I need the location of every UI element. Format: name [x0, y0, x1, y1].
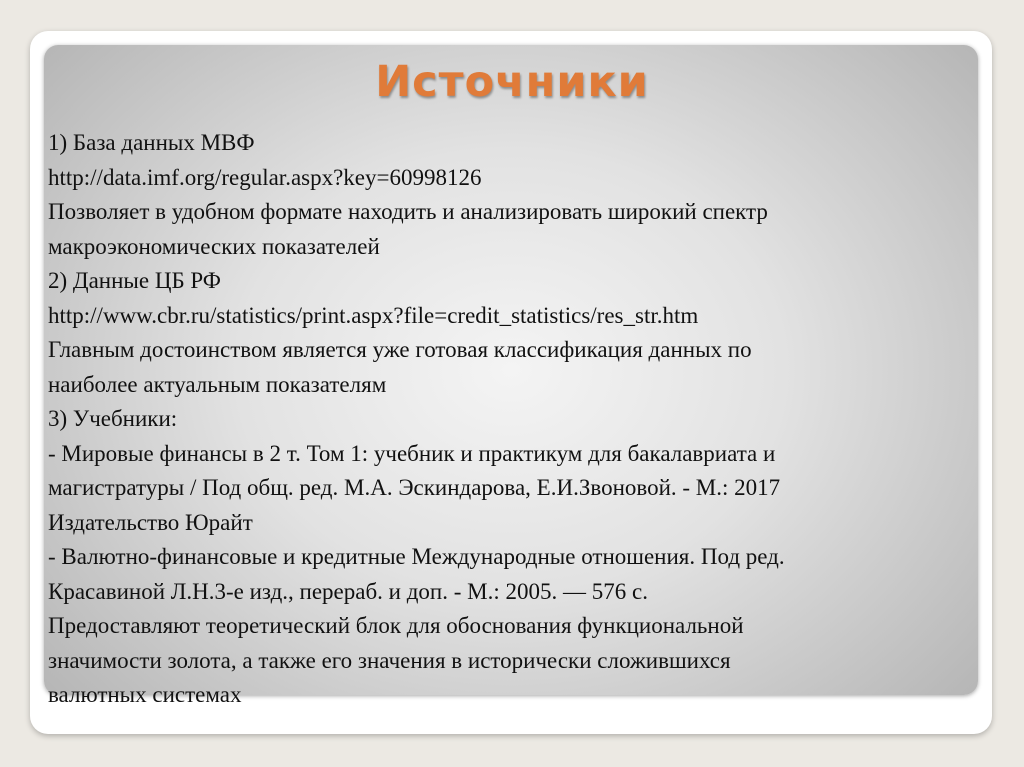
textbooks-description-line-2: значимости золота, а также его значения в исторически сложившихся [48, 647, 731, 673]
textbooks-description-line-3: валютных системах [48, 682, 242, 707]
source-2-url: http://www.cbr.ru/statistics/print.aspx?file=credit_statistics/res_str.htm [48, 302, 699, 328]
source-1-description-line-2: макроэкономических показателей [48, 233, 380, 259]
slide-body [48, 126, 988, 713]
source-2-description-line-2: наиболее актуальным показателям [48, 371, 387, 397]
source-2-description-line-1: Главным достоинством является уже готовая классификация данных по [48, 337, 752, 362]
slide-title: Источники [375, 57, 649, 107]
source-2-heading: 2) Данные ЦБ РФ [48, 268, 221, 293]
textbook-1-line-1: - Мировые финансы в 2 т. Том 1: учебник и практикум для бакалавриата и [48, 440, 776, 466]
source-1-description-line-1: Позволяет в удобном формате находить и анализировать широкий спектр [48, 199, 768, 224]
source-1-url: http://data.imf.org/regular.aspx?key=60998126 [48, 164, 482, 190]
source-3-heading: 3) Учебники: [48, 406, 178, 431]
textbook-2-line-2: Красавиной Л.Н.3-е изд., перераб. и доп. - М.: 2005. — 576 с. [48, 578, 648, 604]
textbook-1-line-2: магистратуры / Под общ. ред. М.А. Эскиндарова, Е.И.Звоновой. - М.: 2017 [48, 475, 781, 500]
textbook-2-line-1: - Валютно-финансовые и кредитные Международные отношения. Под ред. [48, 544, 785, 569]
textbooks-description-line-1: Предоставляют теоретический блок для обоснования функциональной [48, 613, 744, 638]
textbook-1-line-3: Издательство Юрайт [48, 509, 253, 535]
source-1-heading: 1) База данных МВФ [48, 130, 255, 155]
